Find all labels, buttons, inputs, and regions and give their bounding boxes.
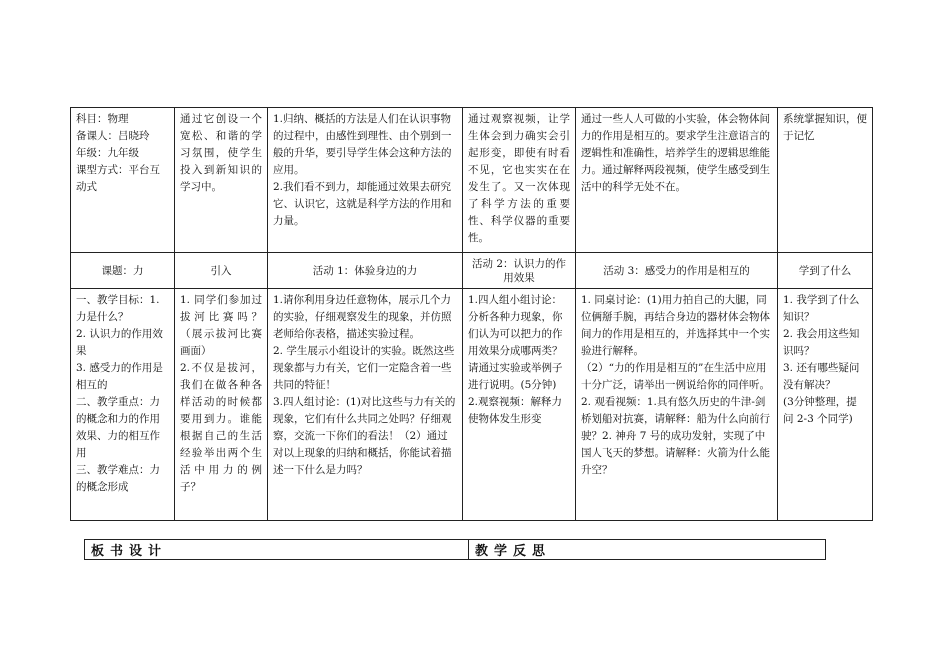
activity1-content-cell bbox=[268, 289, 463, 521]
activity1-step-2: 2. 学生展示小组设计的实验。既然这些现象都与力有关，它们一定隐含着一些共同的特征！ bbox=[273, 345, 455, 391]
activity3-purpose-text: 通过一些人人可做的小实验，体会物体间力的作用是相互的。要求学生注意语言的逻辑性和准确性，培养学生的逻辑思维能力。通过解释两段视频，使学生感受到生活中的科学无处不在。 bbox=[581, 113, 770, 193]
header-activity2: 活动 2：认识力的作用效果 bbox=[463, 253, 576, 289]
activity3-purpose-cell bbox=[576, 108, 778, 253]
intro-content-1: 1. 同学们参加过拔河比赛吗？（展示拔河比赛画面） bbox=[180, 294, 262, 357]
summary-purpose-cell bbox=[778, 108, 873, 253]
objectives-cell bbox=[71, 289, 175, 521]
summary-content-cell bbox=[778, 289, 873, 521]
intro-purpose-cell bbox=[175, 108, 268, 253]
activity1-step-3: 3.四人组讨论：(1)对比这些与力有关的现象，它们有什么共同之处吗？仔细观察，交流一下你们的看法！（2）通过对以上现象的归纳和概括，你能试着描述一下什么是力吗？ bbox=[273, 396, 456, 476]
subject-line: 科目：物理 bbox=[76, 113, 129, 125]
lesson-type-line: 课型方式：平台互动式 bbox=[76, 164, 160, 193]
activity2-purpose-cell bbox=[463, 108, 576, 253]
grade-line: 年级：九年级 bbox=[76, 147, 139, 159]
activity3-step-2: （2）“力的作用是相互的”在生活中应用十分广泛，请举出一例说给你的同伴听。 bbox=[581, 362, 770, 391]
header-summary: 学到了什么 bbox=[778, 253, 873, 289]
board-design-heading: 板书设计 bbox=[85, 540, 469, 560]
intro-content-cell bbox=[175, 289, 268, 521]
summary-question-3: 3. 还有哪些疑问没有解决？ bbox=[783, 362, 860, 391]
activity1-purpose-2: 2.我们看不到力，却能通过效果去研究它、认识它，这就是科学方法的作用和力量。 bbox=[273, 181, 452, 227]
teacher-line: 备课人：吕晓玲 bbox=[76, 130, 150, 142]
header-intro: 引入 bbox=[175, 253, 268, 289]
activity2-purpose-text: 通过观察视频，让学生体会到力确实会引起形变，即使有时看不见，它也实实在在发生了。又一次体现了科学方法的重要性、科学仪器的重要性。 bbox=[468, 113, 570, 244]
lesson-plan-table bbox=[70, 107, 873, 521]
summary-note: (3分钟整理，提问 2-3 个同学) bbox=[783, 396, 857, 425]
key-points-line: 二、教学重点：力的概念和力的作用效果、力的相互作用 bbox=[76, 396, 160, 459]
header-activity1: 活动 1：体验身边的力 bbox=[268, 253, 463, 289]
difficulty-line: 三、教学难点：力的概念形成 bbox=[76, 464, 160, 493]
activity2-step-1: 1.四人组小组讨论：分析各种力现象，你们认为可以把力的作用效果分成哪两类？请通过实验或举例子进行说明。(5分钟) bbox=[468, 294, 563, 391]
activity3-content-cell bbox=[576, 289, 778, 521]
table-row bbox=[71, 108, 873, 253]
table-row bbox=[71, 289, 873, 521]
objectives-line: 一、教学目标：1.力是什么？ bbox=[76, 294, 160, 323]
intro-content-2: 2.不仅是拔河，我们在做各种各样活动的时候都要用到力。谁能根据自己的生活经验举出两个生活中用力的例子？ bbox=[180, 362, 262, 493]
header-activity3: 活动 3：感受力的作用是相互的 bbox=[576, 253, 778, 289]
activity1-purpose-1: 1.归纳、概括的方法是人们在认识事物的过程中，由感性到理性、由个别到一般的升华，要引导学生体会这种方法的应用。 bbox=[273, 113, 452, 176]
activity1-step-1: 1.请你利用身边任意物体，展示几个力的实验，仔细观察发生的现象，并仿照老师给你表格，描述实验过程。 bbox=[273, 294, 452, 340]
summary-question-2: 2. 我会用这些知识吗？ bbox=[783, 328, 860, 357]
activity3-step-3: 2. 观看视频：1.具有悠久历史的牛津-剑桥划船对抗赛，请解释：船为什么向前行驶？2. 神舟 7 号的成功发射，实现了中国人飞天的梦想。请解释：火箭为什么能升空？ bbox=[581, 396, 770, 476]
activity2-step-2: 2.观察视频：解释力使物体发生形变 bbox=[468, 396, 563, 425]
summary-question-1: 1. 我学到了什么知识？ bbox=[783, 294, 860, 323]
objectives-line: 2. 认识力的作用效果 bbox=[76, 328, 163, 357]
footer-table bbox=[84, 539, 826, 560]
activity1-purpose-cell bbox=[268, 108, 463, 253]
activity3-step-1: 1. 同桌讨论：(1)用力拍自己的大腿，同位俩掰手腕，再结合身边的器材体会物体间力的作用是相互的，并选择其中一个实验进行解释。 bbox=[581, 294, 770, 357]
header-topic: 课题：力 bbox=[71, 253, 175, 289]
activity2-content-cell bbox=[463, 289, 576, 521]
info-cell bbox=[71, 108, 175, 253]
intro-purpose-text: 通过它创设一个宽松、和谐的学习氛围，使学生投入到新知识的学习中。 bbox=[180, 113, 262, 193]
objectives-line: 3. 感受力的作用是相互的 bbox=[76, 362, 163, 391]
summary-purpose-text: 系统掌握知识，便于记忆 bbox=[783, 113, 867, 142]
table-header-row bbox=[71, 253, 873, 289]
teaching-reflection-heading: 教学反思 bbox=[469, 540, 826, 560]
